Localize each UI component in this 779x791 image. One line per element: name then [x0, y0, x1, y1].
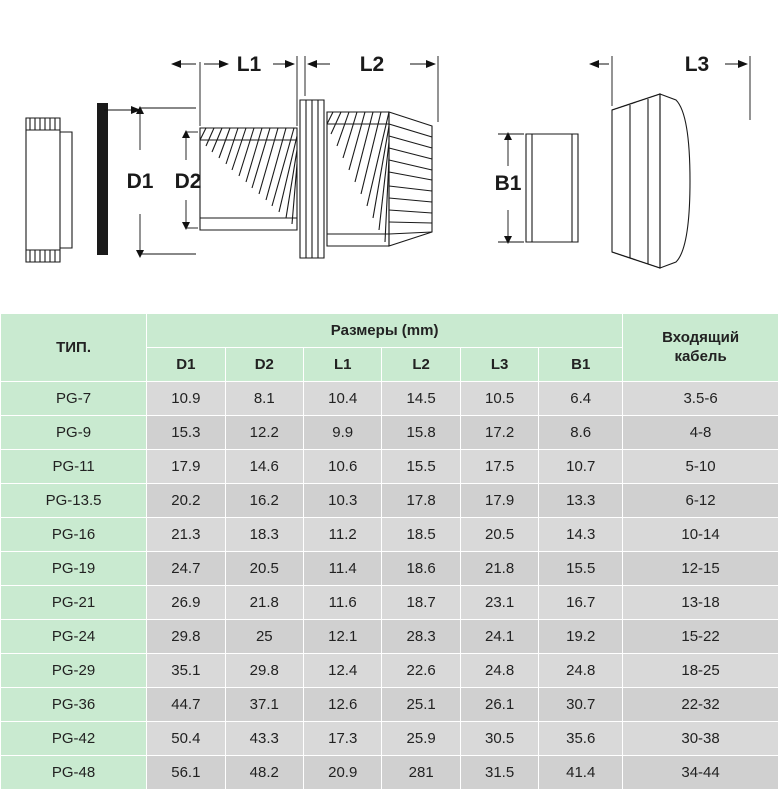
cell-type: PG-19	[1, 552, 147, 586]
part-body	[200, 100, 432, 258]
cell-d1: 21.3	[147, 518, 225, 552]
cell-type: PG-21	[1, 586, 147, 620]
header-col-l1: L1	[304, 348, 382, 382]
cell-l2: 17.8	[382, 484, 460, 518]
cell-b1: 30.7	[539, 688, 623, 722]
table-row	[1, 552, 779, 586]
cell-d1: 10.9	[147, 382, 225, 416]
cell-type: PG-16	[1, 518, 147, 552]
cell-cable: 22-32	[623, 688, 779, 722]
cell-d1: 29.8	[147, 620, 225, 654]
cell-l1: 20.9	[304, 756, 382, 790]
part-seal-washer	[97, 103, 108, 255]
cell-d1: 35.1	[147, 654, 225, 688]
cell-l2: 14.5	[382, 382, 460, 416]
dimension-label-l2: L2	[359, 53, 385, 76]
cell-d1: 17.9	[147, 450, 225, 484]
cell-l2: 281	[382, 756, 460, 790]
cell-l1: 11.4	[304, 552, 382, 586]
cell-b1: 41.4	[539, 756, 623, 790]
cell-d2: 48.2	[225, 756, 303, 790]
cell-b1: 24.8	[539, 654, 623, 688]
cell-b1: 35.6	[539, 722, 623, 756]
cell-d2: 14.6	[225, 450, 303, 484]
cell-l2: 18.7	[382, 586, 460, 620]
cell-d2: 43.3	[225, 722, 303, 756]
cell-l2: 18.5	[382, 518, 460, 552]
cell-d1: 24.7	[147, 552, 225, 586]
cell-b1: 15.5	[539, 552, 623, 586]
part-cap-left	[26, 118, 72, 262]
cell-b1: 19.2	[539, 620, 623, 654]
cell-cable: 15-22	[623, 620, 779, 654]
cell-l3: 31.5	[460, 756, 538, 790]
cell-l2: 25.1	[382, 688, 460, 722]
cell-type: PG-13.5	[1, 484, 147, 518]
cell-d1: 56.1	[147, 756, 225, 790]
table-row	[1, 382, 779, 416]
cell-d2: 18.3	[225, 518, 303, 552]
cell-cable: 5-10	[623, 450, 779, 484]
cell-l3: 10.5	[460, 382, 538, 416]
cell-l1: 9.9	[304, 416, 382, 450]
cell-d2: 29.8	[225, 654, 303, 688]
cell-cable: 3.5-6	[623, 382, 779, 416]
cell-l2: 15.8	[382, 416, 460, 450]
table-row	[1, 586, 779, 620]
cell-cable: 18-25	[623, 654, 779, 688]
dimension-label-l3: L3	[684, 53, 710, 76]
cell-type: PG-42	[1, 722, 147, 756]
cell-d1: 26.9	[147, 586, 225, 620]
dimension-label-d1: D1	[126, 170, 154, 193]
cell-cable: 12-15	[623, 552, 779, 586]
cell-b1: 8.6	[539, 416, 623, 450]
table-row	[1, 484, 779, 518]
cell-d2: 20.5	[225, 552, 303, 586]
cell-l1: 11.2	[304, 518, 382, 552]
cell-l1: 12.1	[304, 620, 382, 654]
cell-l1: 12.4	[304, 654, 382, 688]
cell-l3: 17.5	[460, 450, 538, 484]
cell-l3: 23.1	[460, 586, 538, 620]
cell-l2: 28.3	[382, 620, 460, 654]
dimension-label-d2: D2	[174, 170, 202, 193]
cell-type: PG-9	[1, 416, 147, 450]
dimension-label-l1: L1	[236, 53, 262, 76]
cell-l1: 10.3	[304, 484, 382, 518]
table-row	[1, 518, 779, 552]
specifications-table	[0, 313, 779, 790]
cell-l2: 15.5	[382, 450, 460, 484]
cell-l1: 10.4	[304, 382, 382, 416]
cell-type: PG-11	[1, 450, 147, 484]
cell-l2: 22.6	[382, 654, 460, 688]
cell-l1: 12.6	[304, 688, 382, 722]
header-incoming-cable	[623, 314, 779, 382]
cell-l1: 10.6	[304, 450, 382, 484]
cell-type: PG-36	[1, 688, 147, 722]
table-row	[1, 450, 779, 484]
header-col-d2: D2	[225, 348, 303, 382]
cell-b1: 10.7	[539, 450, 623, 484]
cell-b1: 6.4	[539, 382, 623, 416]
cell-d2: 16.2	[225, 484, 303, 518]
header-col-d1: D1	[147, 348, 225, 382]
header-col-l3: L3	[460, 348, 538, 382]
cell-l3: 30.5	[460, 722, 538, 756]
table-row	[1, 654, 779, 688]
table-row	[1, 620, 779, 654]
table-row	[1, 756, 779, 790]
cell-l3: 24.8	[460, 654, 538, 688]
cell-l1: 11.6	[304, 586, 382, 620]
header-col-l2: L2	[382, 348, 460, 382]
cell-l3: 17.9	[460, 484, 538, 518]
cell-d1: 15.3	[147, 416, 225, 450]
cell-d2: 8.1	[225, 382, 303, 416]
cell-l2: 25.9	[382, 722, 460, 756]
cell-b1: 13.3	[539, 484, 623, 518]
header-dimensions-group: Размеры (mm)	[147, 314, 623, 348]
cell-cable: 30-38	[623, 722, 779, 756]
table-header-row-1	[1, 314, 779, 348]
cell-d1: 20.2	[147, 484, 225, 518]
cell-type: PG-7	[1, 382, 147, 416]
cell-d1: 50.4	[147, 722, 225, 756]
cell-cable: 34-44	[623, 756, 779, 790]
cable-gland-technical-drawing	[0, 0, 779, 310]
cell-d2: 37.1	[225, 688, 303, 722]
header-type: ТИП.	[1, 314, 147, 382]
table-body	[1, 382, 779, 790]
cell-l1: 17.3	[304, 722, 382, 756]
cell-d2: 21.8	[225, 586, 303, 620]
cell-l3: 17.2	[460, 416, 538, 450]
part-cap-right	[612, 94, 690, 268]
specifications-table-container	[0, 313, 779, 790]
cell-b1: 16.7	[539, 586, 623, 620]
cell-d2: 12.2	[225, 416, 303, 450]
table-row	[1, 416, 779, 450]
part-b1-washer	[526, 134, 578, 242]
cell-l3: 24.1	[460, 620, 538, 654]
cell-d2: 25	[225, 620, 303, 654]
table-row	[1, 688, 779, 722]
header-col-b1: B1	[539, 348, 623, 382]
cell-l2: 18.6	[382, 552, 460, 586]
header-incoming-cable-line2: кабель	[674, 347, 727, 365]
cell-cable: 6-12	[623, 484, 779, 518]
cell-type: PG-24	[1, 620, 147, 654]
table-row	[1, 722, 779, 756]
cell-b1: 14.3	[539, 518, 623, 552]
cell-type: PG-29	[1, 654, 147, 688]
cell-l3: 20.5	[460, 518, 538, 552]
cell-l3: 26.1	[460, 688, 538, 722]
header-incoming-cable-line1: Входящий	[662, 328, 740, 346]
cell-d1: 44.7	[147, 688, 225, 722]
cell-l3: 21.8	[460, 552, 538, 586]
cell-type: PG-48	[1, 756, 147, 790]
cell-cable: 13-18	[623, 586, 779, 620]
dimension-label-b1: B1	[494, 172, 522, 195]
cell-cable: 10-14	[623, 518, 779, 552]
cell-cable: 4-8	[623, 416, 779, 450]
